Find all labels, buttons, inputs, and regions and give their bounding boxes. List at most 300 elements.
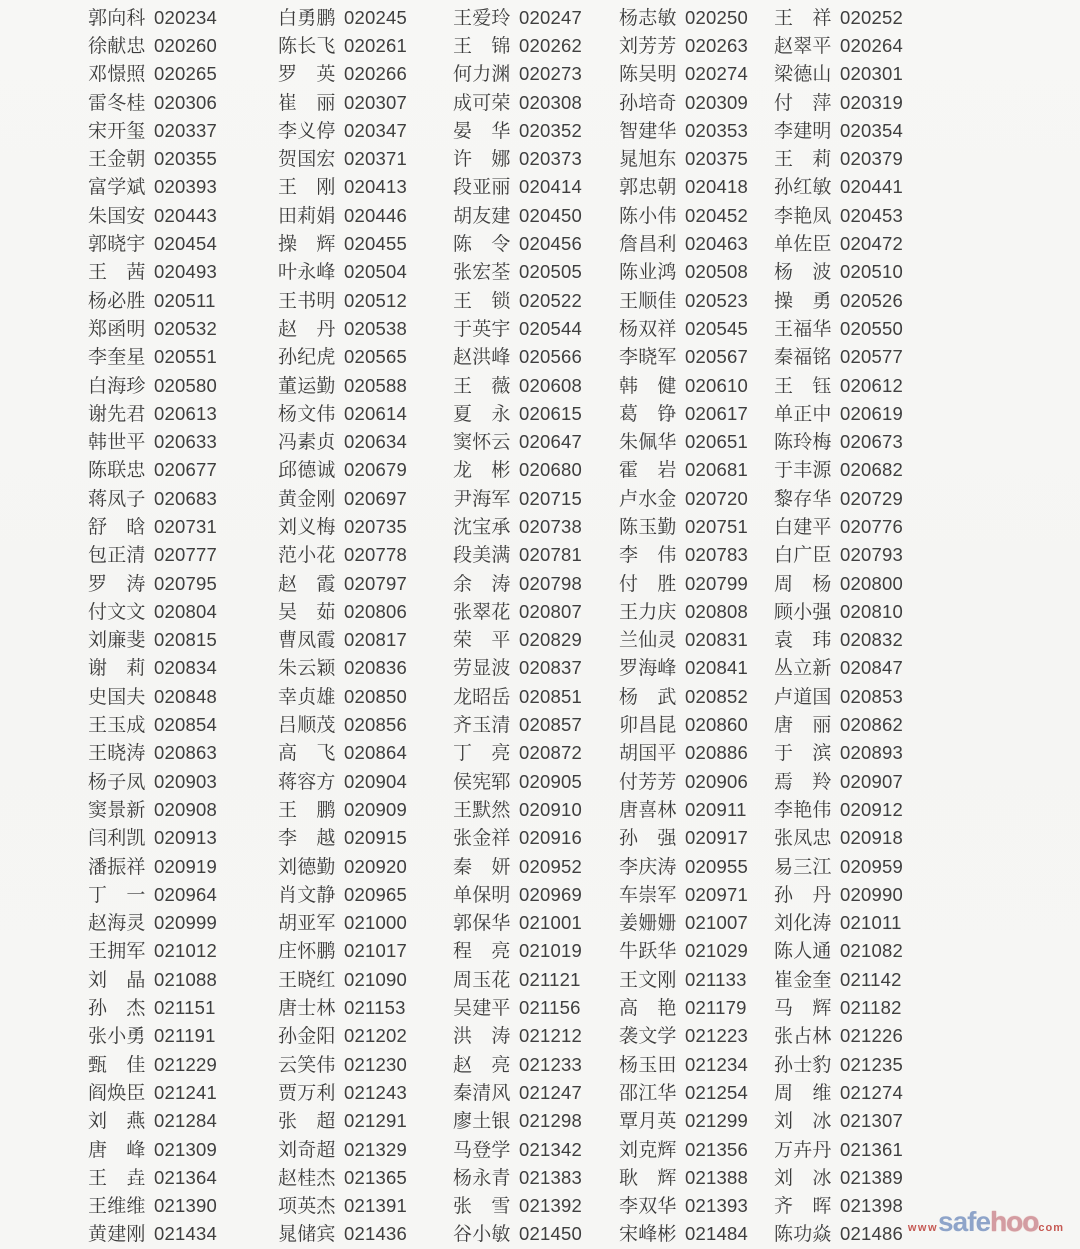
roster-entry	[453, 229, 619, 256]
person-name: 杨子凤	[88, 771, 146, 793]
roster-entry	[453, 880, 619, 907]
roster-row	[88, 766, 988, 794]
roster-entry	[453, 625, 619, 652]
person-id: 020504	[344, 261, 407, 283]
person-name: 宋开玺	[88, 120, 146, 142]
roster-entry	[278, 540, 453, 567]
roster-entry	[774, 852, 924, 879]
roster-entry	[88, 1163, 278, 1190]
roster-entry	[774, 88, 924, 115]
person-name: 黄金刚	[278, 488, 336, 510]
person-name: 刘 晶	[88, 969, 146, 991]
person-id: 020804	[154, 600, 217, 622]
person-name: 朱云颖	[278, 658, 336, 680]
person-name: 赵桂杰	[278, 1167, 336, 1189]
person-name: 刘克辉	[619, 1139, 677, 1161]
roster-entry	[619, 880, 774, 907]
person-name: 单保明	[453, 884, 511, 906]
roster-entry	[88, 1078, 278, 1105]
roster-entry	[774, 880, 924, 907]
person-name: 周玉花	[453, 969, 511, 991]
person-name: 窦怀云	[453, 432, 511, 454]
person-name: 单正中	[774, 403, 832, 425]
person-name: 尹海军	[453, 488, 511, 510]
roster-row	[88, 936, 988, 964]
roster-entry	[619, 427, 774, 454]
roster-entry	[619, 795, 774, 822]
person-id: 020588	[344, 374, 407, 396]
person-id: 020252	[840, 6, 903, 28]
person-name: 邓憬照	[88, 64, 146, 86]
person-name: 刘德勤	[278, 856, 336, 878]
person-id: 021233	[519, 1053, 582, 1075]
person-name: 杨必胜	[88, 290, 146, 312]
person-name: 于 滨	[774, 743, 832, 765]
person-id: 021133	[685, 968, 747, 990]
person-name: 张占林	[774, 1026, 832, 1048]
roster-entry	[88, 286, 278, 313]
roster-entry	[88, 512, 278, 539]
person-name: 卢水金	[619, 488, 677, 510]
person-name: 高 艳	[619, 998, 677, 1020]
person-id: 021364	[154, 1166, 217, 1188]
person-id: 020526	[840, 289, 903, 311]
person-id: 020682	[840, 459, 903, 481]
person-name: 丛立新	[774, 658, 832, 680]
roster-entry	[453, 1163, 619, 1190]
roster-entry	[88, 880, 278, 907]
person-name: 周 维	[774, 1082, 832, 1104]
person-name: 王书明	[278, 290, 336, 312]
roster-entry	[88, 484, 278, 511]
roster-entry	[88, 172, 278, 199]
person-name: 孙纪虎	[278, 347, 336, 369]
person-name: 蒋容方	[278, 771, 336, 793]
person-id: 020903	[154, 770, 217, 792]
roster-entry	[278, 880, 453, 907]
roster-entry	[774, 314, 924, 341]
person-name: 晁旭东	[619, 149, 677, 171]
person-name: 刘 燕	[88, 1111, 146, 1133]
roster-entry	[88, 823, 278, 850]
person-id: 021182	[840, 997, 902, 1019]
person-id: 020776	[840, 515, 903, 537]
roster-entry	[453, 88, 619, 115]
roster-entry	[453, 965, 619, 992]
roster-entry	[619, 371, 774, 398]
roster-entry	[88, 1021, 278, 1048]
person-name: 智建华	[619, 120, 677, 142]
roster-entry	[278, 484, 453, 511]
person-name: 郭保华	[453, 913, 511, 935]
roster-entry	[619, 710, 774, 737]
person-name: 梁德山	[774, 64, 832, 86]
person-id: 020677	[154, 459, 217, 481]
roster-entry	[453, 116, 619, 143]
roster-entry	[619, 59, 774, 86]
person-id: 020908	[154, 798, 217, 820]
person-id: 020735	[344, 515, 407, 537]
roster-entry	[774, 710, 924, 737]
person-name: 王 茜	[88, 262, 146, 284]
person-name: 王 薇	[453, 375, 511, 397]
person-id: 020851	[519, 685, 582, 707]
person-id: 021309	[154, 1138, 217, 1160]
person-id: 021001	[519, 912, 582, 934]
person-name: 杨志敏	[619, 7, 677, 29]
person-name: 谢先君	[88, 403, 146, 425]
person-id: 021356	[685, 1138, 748, 1160]
roster-entry	[278, 342, 453, 369]
person-id: 020777	[154, 544, 217, 566]
roster-entry	[278, 965, 453, 992]
roster-entry	[619, 738, 774, 765]
person-name: 张翠花	[453, 601, 511, 623]
person-name: 孙培奇	[619, 92, 677, 114]
roster-row	[88, 964, 988, 992]
roster-entry	[453, 653, 619, 680]
person-name: 富学斌	[88, 177, 146, 199]
person-id: 021434	[154, 1223, 217, 1245]
person-name: 吕顺茂	[278, 715, 336, 737]
person-name: 陈玉勤	[619, 516, 677, 538]
roster-entry	[774, 823, 924, 850]
person-name: 赵 霞	[278, 573, 336, 595]
person-name: 赵翠平	[774, 35, 832, 57]
roster-entry	[453, 540, 619, 567]
person-name: 付 萍	[774, 92, 832, 114]
roster-row	[88, 1219, 988, 1247]
roster-entry	[619, 767, 774, 794]
person-id: 021393	[685, 1195, 748, 1217]
person-id: 020971	[685, 883, 748, 905]
roster-entry	[619, 1078, 774, 1105]
roster-entry	[774, 1050, 924, 1077]
person-id: 021436	[344, 1223, 407, 1245]
person-name: 王 锁	[453, 290, 511, 312]
roster-entry	[88, 936, 278, 963]
roster-row	[88, 87, 988, 115]
roster-entry	[619, 257, 774, 284]
person-id: 020550	[840, 317, 903, 339]
person-id: 021299	[685, 1110, 748, 1132]
person-id: 020911	[685, 798, 747, 820]
person-name: 胡亚军	[278, 913, 336, 935]
person-id: 020999	[154, 912, 217, 934]
person-name: 丁 一	[88, 884, 146, 906]
roster-row	[88, 738, 988, 766]
roster-entry	[453, 597, 619, 624]
roster-entry	[774, 965, 924, 992]
roster-entry	[774, 1106, 924, 1133]
roster-entry	[453, 484, 619, 511]
person-id: 020265	[154, 63, 217, 85]
person-id: 021361	[840, 1138, 903, 1160]
person-id: 020904	[344, 770, 407, 792]
roster-entry	[88, 569, 278, 596]
person-id: 020837	[519, 657, 582, 679]
person-name: 云笑伟	[278, 1054, 336, 1076]
roster-entry	[278, 144, 453, 171]
roster-entry	[88, 31, 278, 58]
roster-entry	[619, 512, 774, 539]
person-id: 020831	[685, 629, 748, 651]
person-id: 020697	[344, 487, 407, 509]
person-name: 易三江	[774, 856, 832, 878]
roster-entry	[453, 738, 619, 765]
roster-entry	[278, 569, 453, 596]
person-id: 020915	[344, 827, 407, 849]
person-id: 020808	[685, 600, 748, 622]
person-id: 020863	[154, 742, 217, 764]
person-id: 020234	[154, 6, 217, 28]
roster-row	[88, 908, 988, 936]
roster-entry	[88, 993, 278, 1020]
person-id: 020857	[519, 714, 582, 736]
person-id: 020307	[344, 91, 407, 113]
roster-entry	[278, 229, 453, 256]
roster-entry	[278, 116, 453, 143]
person-name: 罗 涛	[88, 573, 146, 595]
person-id: 020834	[154, 657, 217, 679]
person-id: 021247	[519, 1081, 582, 1103]
roster-row	[88, 596, 988, 624]
roster-entry	[453, 427, 619, 454]
person-name: 秦 妍	[453, 856, 511, 878]
person-name: 王 刚	[278, 177, 336, 199]
person-id: 020352	[519, 119, 582, 141]
roster-entry	[619, 1021, 774, 1048]
person-id: 020371	[344, 148, 407, 170]
person-id: 021392	[519, 1195, 582, 1217]
person-name: 唐 丽	[774, 715, 832, 737]
roster-entry	[88, 3, 278, 30]
roster-entry	[619, 88, 774, 115]
person-id: 020807	[519, 600, 582, 622]
person-id: 020799	[685, 572, 748, 594]
person-id: 020647	[519, 431, 582, 453]
person-name: 劳显波	[453, 658, 511, 680]
person-name: 王玉成	[88, 715, 146, 737]
roster-entry	[774, 738, 924, 765]
roster-entry	[278, 286, 453, 313]
roster-entry	[619, 625, 774, 652]
roster-entry	[88, 1050, 278, 1077]
roster-entry	[453, 1021, 619, 1048]
person-id: 020797	[344, 572, 407, 594]
person-name: 刘化涛	[774, 913, 832, 935]
roster-row	[88, 115, 988, 143]
roster-entry	[774, 455, 924, 482]
person-id: 020795	[154, 572, 217, 594]
roster-row	[88, 709, 988, 737]
roster-entry	[278, 936, 453, 963]
person-id: 020893	[840, 742, 903, 764]
person-id: 020441	[840, 176, 903, 198]
person-name: 何力渊	[453, 64, 511, 86]
person-name: 甄 佳	[88, 1054, 146, 1076]
roster-entry	[619, 342, 774, 369]
roster-row	[88, 398, 988, 426]
person-id: 020683	[154, 487, 217, 509]
person-name: 王维维	[88, 1196, 146, 1218]
roster-entry	[619, 823, 774, 850]
roster-entry	[278, 314, 453, 341]
roster-row	[88, 653, 988, 681]
roster-entry	[619, 144, 774, 171]
person-name: 杨 波	[774, 262, 832, 284]
person-id: 020853	[840, 685, 903, 707]
person-name: 陈业鸿	[619, 262, 677, 284]
roster-entry	[619, 3, 774, 30]
person-name: 肖文静	[278, 884, 336, 906]
roster-entry	[88, 1191, 278, 1218]
person-name: 高 飞	[278, 743, 336, 765]
roster-entry	[619, 597, 774, 624]
person-id: 021088	[154, 968, 217, 990]
roster-entry	[88, 257, 278, 284]
person-id: 021484	[685, 1223, 748, 1245]
person-id: 020783	[685, 544, 748, 566]
person-name: 廖土银	[453, 1111, 511, 1133]
roster-entry	[774, 767, 924, 794]
person-id: 020306	[154, 91, 217, 113]
person-name: 王晓红	[278, 969, 336, 991]
roster-entry	[278, 597, 453, 624]
roster-entry	[774, 1219, 924, 1246]
person-id: 021365	[344, 1166, 407, 1188]
person-name: 齐 晖	[774, 1196, 832, 1218]
person-id: 021243	[344, 1081, 407, 1103]
person-id: 020872	[519, 742, 582, 764]
person-id: 021234	[685, 1053, 748, 1075]
person-id: 020738	[519, 515, 582, 537]
person-name: 付芳芳	[619, 771, 677, 793]
person-id: 021486	[840, 1223, 903, 1245]
person-name: 杨永青	[453, 1167, 511, 1189]
person-name: 张金祥	[453, 828, 511, 850]
person-id: 020301	[840, 63, 903, 85]
roster-entry	[774, 1135, 924, 1162]
person-id: 020841	[685, 657, 748, 679]
person-id: 021307	[840, 1110, 903, 1132]
roster-row	[88, 1162, 988, 1190]
roster-entry	[774, 172, 924, 199]
person-name: 葛 铮	[619, 403, 677, 425]
roster-entry	[774, 936, 924, 963]
roster-row	[88, 200, 988, 228]
person-id: 021191	[154, 1025, 216, 1047]
person-id: 020319	[840, 91, 903, 113]
person-id: 020454	[154, 233, 217, 255]
person-id: 020969	[519, 883, 582, 905]
person-id: 020261	[344, 34, 407, 56]
roster-entry	[453, 172, 619, 199]
person-id: 020493	[154, 261, 217, 283]
person-id: 020679	[344, 459, 407, 481]
roster-entry	[278, 88, 453, 115]
person-name: 李晓军	[619, 347, 677, 369]
person-name: 刘奇超	[278, 1139, 336, 1161]
person-id: 020634	[344, 431, 407, 453]
person-id: 020274	[685, 63, 748, 85]
person-name: 白海珍	[88, 375, 146, 397]
roster-row	[88, 1021, 988, 1049]
person-id: 020912	[840, 798, 903, 820]
roster-entry	[278, 908, 453, 935]
person-name: 李艳凤	[774, 205, 832, 227]
roster-entry	[453, 342, 619, 369]
person-id: 021298	[519, 1110, 582, 1132]
roster-entry	[774, 1021, 924, 1048]
roster-entry	[88, 399, 278, 426]
person-name: 沈宝承	[453, 516, 511, 538]
roster-entry	[453, 3, 619, 30]
person-name: 龙 彬	[453, 460, 511, 482]
person-name: 王晓涛	[88, 743, 146, 765]
person-id: 020453	[840, 204, 903, 226]
person-name: 龙昭岳	[453, 686, 511, 708]
person-name: 袭文学	[619, 1026, 677, 1048]
roster-entry	[88, 342, 278, 369]
person-name: 卯昌昆	[619, 715, 677, 737]
roster-row	[88, 483, 988, 511]
person-id: 020829	[519, 629, 582, 651]
roster-entry	[774, 201, 924, 228]
person-name: 秦福铭	[774, 347, 832, 369]
person-name: 王 莉	[774, 149, 832, 171]
person-name: 叶永峰	[278, 262, 336, 284]
roster-entry	[619, 908, 774, 935]
roster-row	[88, 313, 988, 341]
person-name: 万卉丹	[774, 1139, 832, 1161]
person-name: 刘 冰	[774, 1111, 832, 1133]
roster-row	[88, 992, 988, 1020]
person-id: 021179	[685, 997, 747, 1019]
person-id: 020715	[519, 487, 582, 509]
roster-entry	[278, 1050, 453, 1077]
person-name: 付文文	[88, 601, 146, 623]
roster-grid	[88, 2, 991, 1247]
person-id: 020916	[519, 827, 582, 849]
roster-entry	[619, 993, 774, 1020]
roster-row	[88, 625, 988, 653]
roster-entry	[619, 1135, 774, 1162]
roster-row	[88, 257, 988, 285]
roster-entry	[453, 908, 619, 935]
person-name: 郑函明	[88, 318, 146, 340]
roster-entry	[278, 993, 453, 1020]
roster-entry	[88, 1135, 278, 1162]
person-name: 杨玉田	[619, 1054, 677, 1076]
roster-entry	[88, 116, 278, 143]
person-id: 021090	[344, 968, 407, 990]
person-name: 洪 涛	[453, 1026, 511, 1048]
roster-entry	[88, 908, 278, 935]
roster-entry	[278, 1135, 453, 1162]
person-name: 唐士林	[278, 998, 336, 1020]
person-name: 李奎星	[88, 347, 146, 369]
roster-entry	[88, 625, 278, 652]
person-name: 郭忠朝	[619, 177, 677, 199]
person-id: 020681	[685, 459, 748, 481]
person-id: 020619	[840, 402, 903, 424]
person-id: 020613	[154, 402, 217, 424]
person-name: 白广臣	[774, 545, 832, 567]
person-name: 李庆涛	[619, 856, 677, 878]
person-name: 王金朝	[88, 149, 146, 171]
roster-entry	[278, 625, 453, 652]
